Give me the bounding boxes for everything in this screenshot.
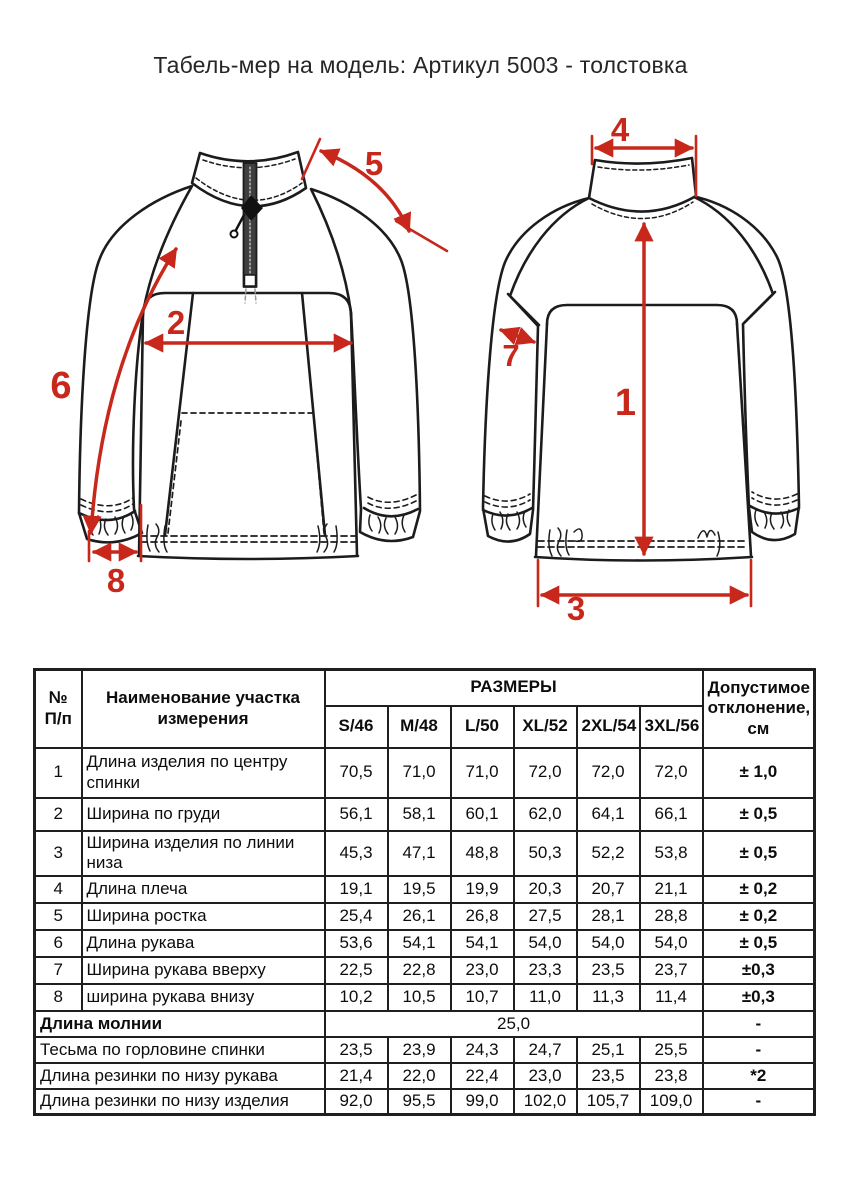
size-value: 10,5 xyxy=(388,984,451,1011)
measurement-name: Длина резинки по низу рукава xyxy=(35,1063,325,1089)
tolerance-value: - xyxy=(703,1037,815,1063)
size-value: 24,3 xyxy=(451,1037,514,1063)
size-value: 22,8 xyxy=(388,957,451,984)
tolerance-value: ± 1,0 xyxy=(703,748,815,798)
table-row xyxy=(35,876,815,903)
tolerance-value: ± 0,5 xyxy=(703,798,815,831)
row-number: 5 xyxy=(35,903,82,930)
size-value: 19,9 xyxy=(451,876,514,903)
hem-gather-squiggle xyxy=(147,524,337,552)
back-body xyxy=(508,292,775,561)
header-size-3xl: 3XL/56 xyxy=(640,706,703,748)
size-value: 26,8 xyxy=(451,903,514,930)
measurement-name: Ширина рукава вверху xyxy=(82,957,325,984)
size-value: 19,5 xyxy=(388,876,451,903)
row-number: 3 xyxy=(35,831,82,876)
size-value: 23,8 xyxy=(640,1063,703,1089)
size-value: 54,1 xyxy=(451,930,514,957)
row-number: 7 xyxy=(35,957,82,984)
row-number: 1 xyxy=(35,748,82,798)
row-number: 8 xyxy=(35,984,82,1011)
size-value: 24,7 xyxy=(514,1037,577,1063)
measurement-name: Ширина изделия по линии низа xyxy=(82,831,325,876)
header-size-s: S/46 xyxy=(325,706,388,748)
size-value: 20,7 xyxy=(577,876,640,903)
header-size-2xl: 2XL/54 xyxy=(577,706,640,748)
size-value: 23,5 xyxy=(577,1063,640,1089)
tolerance-value: ±0,3 xyxy=(703,957,815,984)
size-value: 95,5 xyxy=(388,1089,451,1115)
table-row xyxy=(35,903,815,930)
back-right-sleeve xyxy=(692,196,799,540)
size-value: 28,8 xyxy=(640,903,703,930)
page-title: Табель-мер на модель: Артикул 5003 - толстовка xyxy=(153,52,688,78)
measurement-table xyxy=(33,668,816,1116)
size-value: 22,4 xyxy=(451,1063,514,1089)
header-sizes: РАЗМЕРЫ xyxy=(325,670,703,706)
tolerance-value: ± 0,5 xyxy=(703,930,815,957)
back-left-sleeve xyxy=(483,198,589,542)
table-row xyxy=(35,748,815,798)
size-value: 50,3 xyxy=(514,831,577,876)
measurement-name: Ширина по груди xyxy=(82,798,325,831)
size-value: 54,1 xyxy=(388,930,451,957)
front-view-drawing xyxy=(30,115,450,625)
size-value: 60,1 xyxy=(451,798,514,831)
size-value: 25,5 xyxy=(640,1037,703,1063)
measure-label-3: 3 xyxy=(566,590,586,627)
row-number: 6 xyxy=(35,930,82,957)
size-value: 62,0 xyxy=(514,798,577,831)
table-row xyxy=(35,984,815,1011)
measure-label-1: 1 xyxy=(614,382,636,424)
size-value: 11,4 xyxy=(640,984,703,1011)
size-value: 21,4 xyxy=(325,1063,388,1089)
tolerance-value: *2 xyxy=(703,1063,815,1089)
size-value: 66,1 xyxy=(640,798,703,831)
header-measurement-name: Наименование участка измерения xyxy=(82,670,325,748)
row-number: 2 xyxy=(35,798,82,831)
size-value: 72,0 xyxy=(514,748,577,798)
size-value: 71,0 xyxy=(451,748,514,798)
size-value: 23,7 xyxy=(640,957,703,984)
size-value: 25,1 xyxy=(577,1037,640,1063)
size-value: 23,9 xyxy=(388,1037,451,1063)
table-row xyxy=(35,798,815,831)
size-value: 64,1 xyxy=(577,798,640,831)
size-value: 70,5 xyxy=(325,748,388,798)
tolerance-value: ±0,3 xyxy=(703,984,815,1011)
size-value: 20,3 xyxy=(514,876,577,903)
size-value: 72,0 xyxy=(577,748,640,798)
measure-label-7: 7 xyxy=(502,338,520,373)
size-value: 99,0 xyxy=(451,1089,514,1115)
size-value: 22,5 xyxy=(325,957,388,984)
kangaroo-pocket xyxy=(168,413,324,533)
table-row xyxy=(35,930,815,957)
size-value: 52,2 xyxy=(577,831,640,876)
size-value: 54,0 xyxy=(514,930,577,957)
table-row xyxy=(35,957,815,984)
header-no-line1: № xyxy=(48,688,68,708)
measurement-name: Длина изделия по центру спинки xyxy=(82,748,325,798)
size-value: 58,1 xyxy=(388,798,451,831)
size-value: 53,8 xyxy=(640,831,703,876)
size-value: 105,7 xyxy=(577,1089,640,1115)
size-value: 48,8 xyxy=(451,831,514,876)
size-value: 23,0 xyxy=(451,957,514,984)
tolerance-value: ± 0,5 xyxy=(703,831,815,876)
header-size-m: M/48 xyxy=(388,706,451,748)
size-value: 23,0 xyxy=(514,1063,577,1089)
measure-label-4: 4 xyxy=(610,111,630,148)
header-size-xl: XL/52 xyxy=(514,706,577,748)
row-number: 4 xyxy=(35,876,82,903)
measurement-name: Длина рукава xyxy=(82,930,325,957)
back-view-drawing xyxy=(440,108,840,628)
measurement-name: ширина рукава внизу xyxy=(82,984,325,1011)
size-value: 26,1 xyxy=(388,903,451,930)
size-value: 45,3 xyxy=(325,831,388,876)
table-row xyxy=(35,1037,815,1063)
tolerance-value: ± 0,2 xyxy=(703,876,815,903)
measurement-name: Тесьма по горловине спинки xyxy=(35,1037,325,1063)
table-row xyxy=(35,1063,815,1089)
size-value: 19,1 xyxy=(325,876,388,903)
front-right-sleeve xyxy=(311,189,420,541)
size-value: 11,0 xyxy=(514,984,577,1011)
size-value: 54,0 xyxy=(640,930,703,957)
size-value: 47,1 xyxy=(388,831,451,876)
header-tolerance: Допустимое отклонение, см xyxy=(703,670,815,748)
size-value: 23,5 xyxy=(577,957,640,984)
size-value: 102,0 xyxy=(514,1089,577,1115)
tolerance-value: ± 0,2 xyxy=(703,903,815,930)
header-no-line2: П/п xyxy=(44,708,72,728)
measure-label-2: 2 xyxy=(166,304,186,341)
measure-label-5: 5 xyxy=(364,145,384,182)
size-value: 21,1 xyxy=(640,876,703,903)
header-size-l: L/50 xyxy=(451,706,514,748)
tolerance-value: - xyxy=(703,1011,815,1037)
size-value: 25,4 xyxy=(325,903,388,930)
size-value: 53,6 xyxy=(325,930,388,957)
size-value: 109,0 xyxy=(640,1089,703,1115)
header-row-number xyxy=(35,670,82,748)
measurement-table-body xyxy=(35,748,815,1115)
size-value: 23,5 xyxy=(325,1037,388,1063)
measurement-name: Длина молнии xyxy=(35,1011,325,1037)
measurement-name: Длина резинки по низу изделия xyxy=(35,1089,325,1115)
size-value: 10,2 xyxy=(325,984,388,1011)
size-value: 11,3 xyxy=(577,984,640,1011)
size-value: 92,0 xyxy=(325,1089,388,1115)
size-value: 10,7 xyxy=(451,984,514,1011)
hem-gather-squiggle xyxy=(549,528,720,556)
table-row xyxy=(35,1089,815,1115)
size-value: 22,0 xyxy=(388,1063,451,1089)
size-value: 71,0 xyxy=(388,748,451,798)
size-value: 23,3 xyxy=(514,957,577,984)
size-value: 28,1 xyxy=(577,903,640,930)
size-value: 27,5 xyxy=(514,903,577,930)
size-value: 25,0 xyxy=(325,1011,703,1037)
size-value: 72,0 xyxy=(640,748,703,798)
table-row xyxy=(35,831,815,876)
size-value: 56,1 xyxy=(325,798,388,831)
table-row xyxy=(35,1011,815,1037)
measure-label-8: 8 xyxy=(106,562,126,599)
measurement-name: Длина плеча xyxy=(82,876,325,903)
tolerance-value: - xyxy=(703,1089,815,1115)
size-value: 54,0 xyxy=(577,930,640,957)
measurement-name: Ширина ростка xyxy=(82,903,325,930)
back-collar xyxy=(589,158,696,219)
measure-label-6: 6 xyxy=(50,365,72,407)
